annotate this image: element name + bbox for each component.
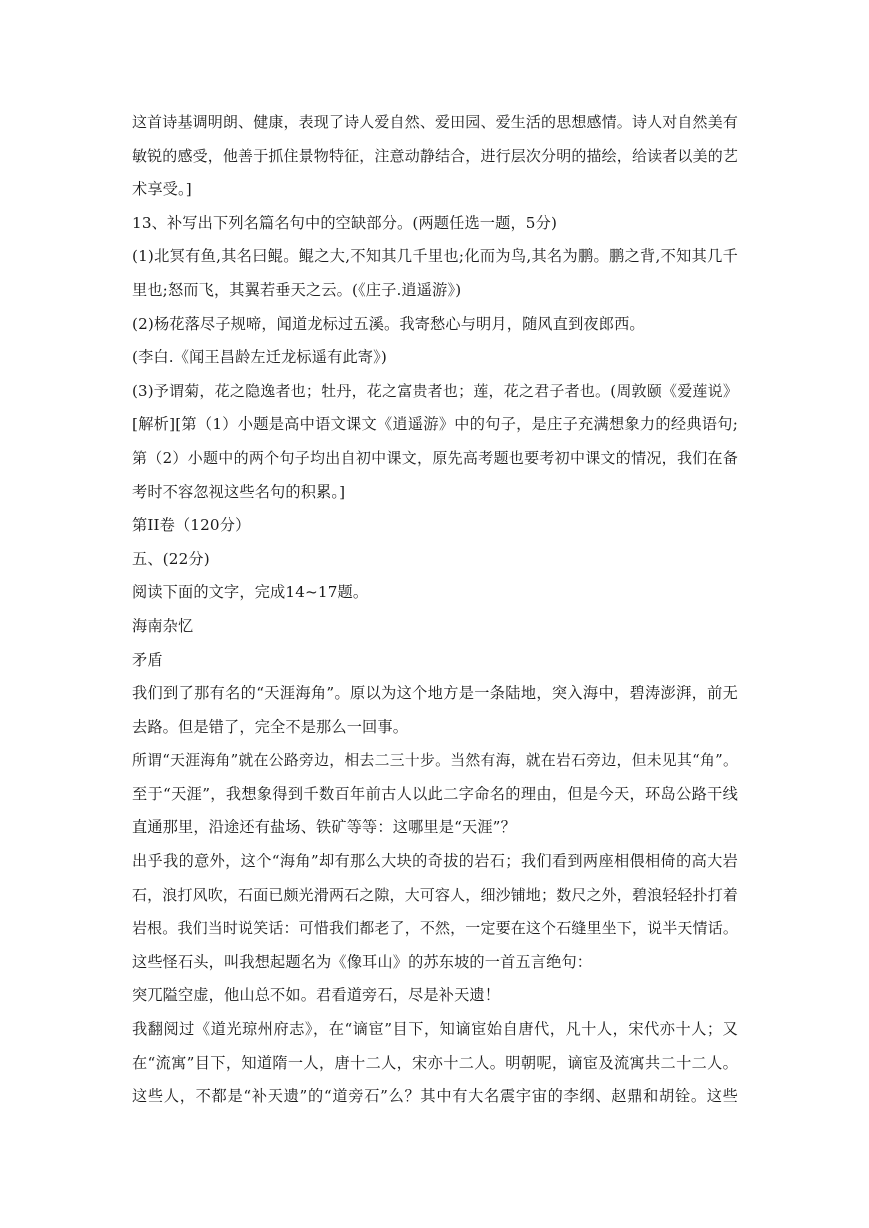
text-line: 所谓“天涯海角”就在公路旁边，相去二三十步。当然有海，就在岩石旁边，但未见其“角”。	[132, 752, 738, 770]
text-line: 第II卷（120分）	[132, 516, 251, 535]
text-line: 直通那里，沿途还有盐场、铁矿等等：这哪里是“天涯”？	[132, 818, 516, 837]
text-line: 13、补写出下列名篇名句中的空缺部分。(两题任选一题，5分)	[132, 213, 558, 232]
text-line: (3)予谓菊，花之隐逸者也；牡丹，花之富贵者也；莲，花之君子者也。(周敦颐《爱莲说》	[132, 381, 738, 400]
text-line: (1)北冥有鱼,其名曰鲲。鲲之大,不知其几千里也;化而为鸟,其名为鹏。鹏之背,不知其几千	[132, 247, 738, 266]
text-line: 考时不容忽视这些名句的积累。]	[132, 482, 346, 501]
text-line: 五、(22分)	[132, 549, 210, 568]
text-line: 这首诗基调明朗、健康，表现了诗人爱自然、爱田园、爱生活的思想感情。诗人对自然美有	[132, 113, 738, 131]
text-line: 第（2）小题中的两个句子均出自初中课文，原先高考题也要考初中课文的情况，我们在备	[132, 448, 738, 467]
text-line: 突兀隘空虚，他山总不如。君看道旁石，尽是补天遗！	[132, 986, 501, 1005]
text-line: 我翻阅过《道光琼州府志》，在“谪宦”目下，知谪宦始自唐代，凡十人，宋代亦十人；又	[132, 1020, 738, 1039]
text-line: 矛盾	[132, 650, 163, 669]
text-line: (李白.《闻王昌龄左迁龙标遥有此寄》)	[132, 348, 387, 367]
text-line: (2)杨花落尽子规啼，闻道龙标过五溪。我寄愁心与明月，随风直到夜郎西。	[132, 314, 645, 333]
text-line: 这些怪石头，叫我想起题名为《像耳山》的苏东坡的一首五言绝句：	[132, 952, 593, 971]
text-line: 至于“天涯”，我想象得到千数百年前古人以此二字命名的理由，但是今天，环岛公路干线	[132, 784, 738, 803]
text-line: 术享受。]	[132, 180, 192, 199]
text-line: 石，浪打风吹，石面已颇光滑两石之隙，大可容人，细沙铺地；数尺之外，碧浪轻轻扑打着	[132, 885, 738, 904]
text-line: 我们到了那有名的“天涯海角”。原以为这个地方是一条陆地，突入海中，碧涛澎湃，前无	[132, 684, 738, 703]
text-line: 在“流寓”目下，知道隋一人，唐十二人，宋亦十二人。明朝呢，谪宦及流寓共二十二人。	[132, 1053, 738, 1072]
text-line: 去路。但是错了，完全不是那么一回事。	[132, 717, 409, 736]
text-line: 海南杂忆	[132, 616, 194, 635]
text-line: 阅读下面的文字，完成14~17题。	[132, 583, 369, 602]
text-line: 这些人，不都是“补天遗”的“道旁石”么？其中有大名震宇宙的李纲、赵鼎和胡铨。这些	[132, 1087, 738, 1106]
text-line: 里也;怒而飞，其翼若垂天之云。(《庄子.逍遥游》)	[132, 280, 462, 299]
text-line: 敏锐的感受，他善于抓住景物特征，注意动静结合，进行层次分明的描绘，给读者以美的艺	[132, 146, 738, 165]
text-line: 岩根。我们当时说笑话：可惜我们都老了，不然，一定要在这个石缝里坐下，说半天情话。	[132, 919, 738, 938]
text-line: [解析][第（1）小题是高中语文课文《逍遥游》中的句子，是庄子充满想象力的经典语句;	[132, 415, 738, 434]
document-body	[132, 106, 738, 1114]
text-line: 出乎我的意外，这个“海角”却有那么大块的奇拔的岩石；我们看到两座相偎相倚的高大岩	[132, 852, 738, 871]
